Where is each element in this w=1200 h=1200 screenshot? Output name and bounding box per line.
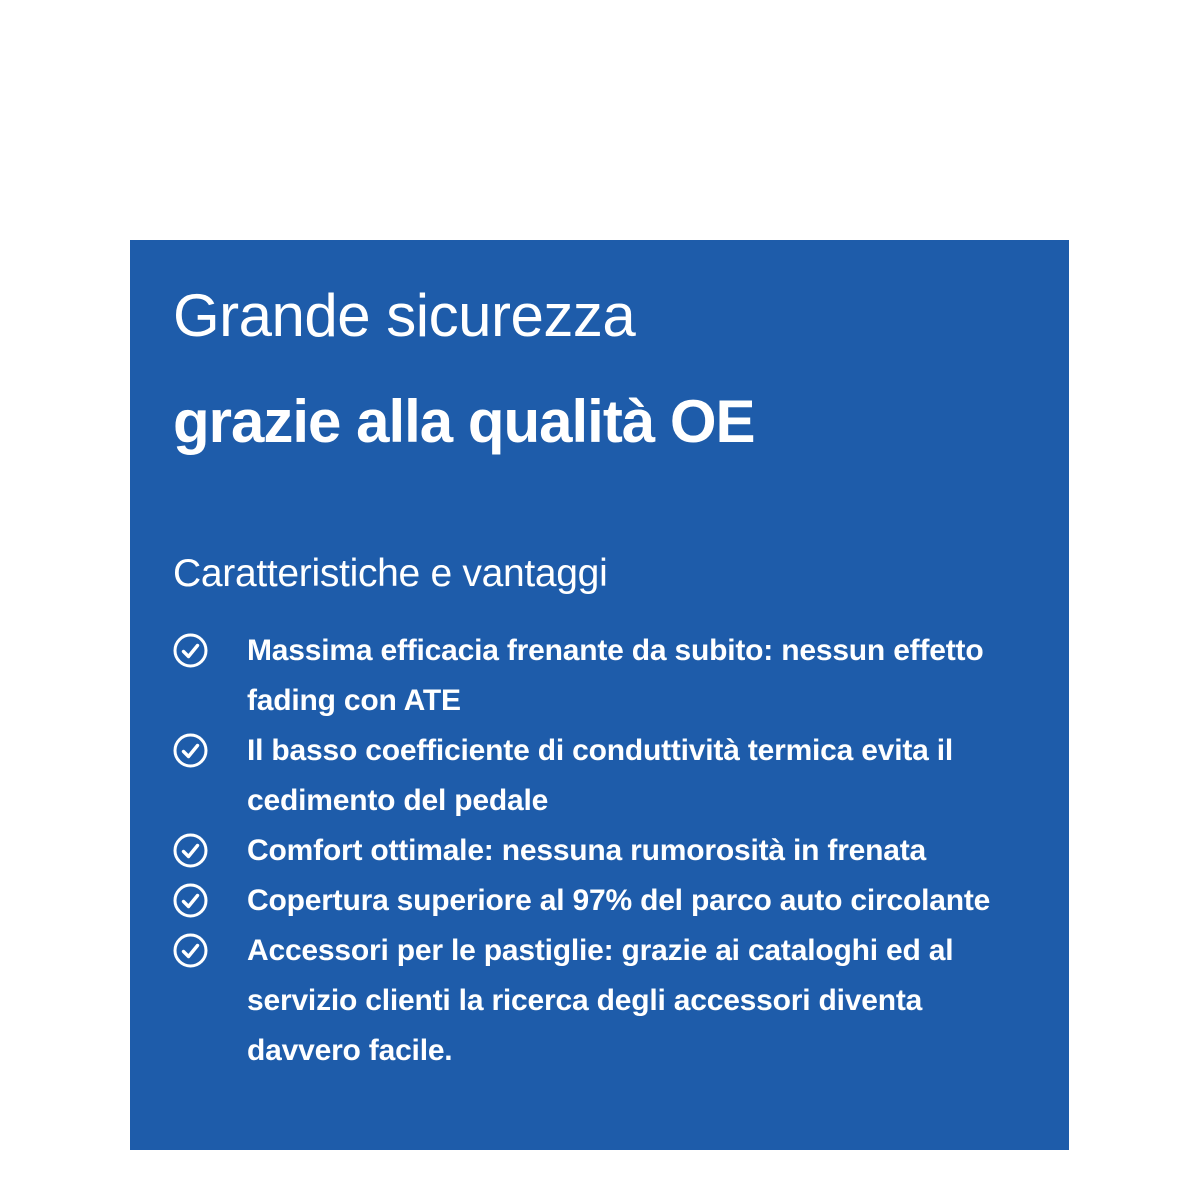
list-item (173, 926, 1027, 1076)
section-heading: Caratteristiche e vantaggi (173, 552, 608, 595)
panel-title-line1: Grande sicurezza (173, 282, 636, 349)
feature-line: Massima efficacia frenante da subito: nessun effetto (247, 634, 984, 667)
check-circle-icon (173, 833, 208, 868)
feature-line: Copertura superiore al 97% del parco auto circolante (247, 884, 991, 917)
feature-text (247, 626, 983, 726)
feature-line: Comfort ottimale: nessuna rumorosità in frenata (247, 834, 927, 867)
list-item (173, 876, 1027, 926)
check-circle-icon (173, 933, 208, 968)
check-circle-icon (173, 883, 208, 918)
feature-line: cedimento del pedale (247, 784, 549, 817)
list-item (173, 726, 1027, 826)
feature-line: fading con ATE (247, 684, 461, 717)
feature-text (247, 876, 990, 926)
feature-line: Accessori per le pastiglie: grazie ai cataloghi ed al (247, 934, 954, 967)
feature-text (247, 826, 926, 876)
info-panel (130, 240, 1069, 1150)
feature-line: davvero facile. (247, 1034, 453, 1067)
check-circle-icon (173, 733, 208, 768)
feature-list (173, 626, 1027, 1076)
feature-line: Il basso coefficiente di conduttività termica evita il (247, 734, 954, 767)
feature-text (247, 926, 953, 1076)
list-item (173, 626, 1027, 726)
check-circle-icon (173, 633, 208, 668)
list-item (173, 826, 1027, 876)
panel-title-line2: grazie alla qualità OE (173, 388, 755, 455)
feature-text (247, 726, 953, 826)
feature-line: servizio clienti la ricerca degli accessori diventa (247, 984, 923, 1017)
